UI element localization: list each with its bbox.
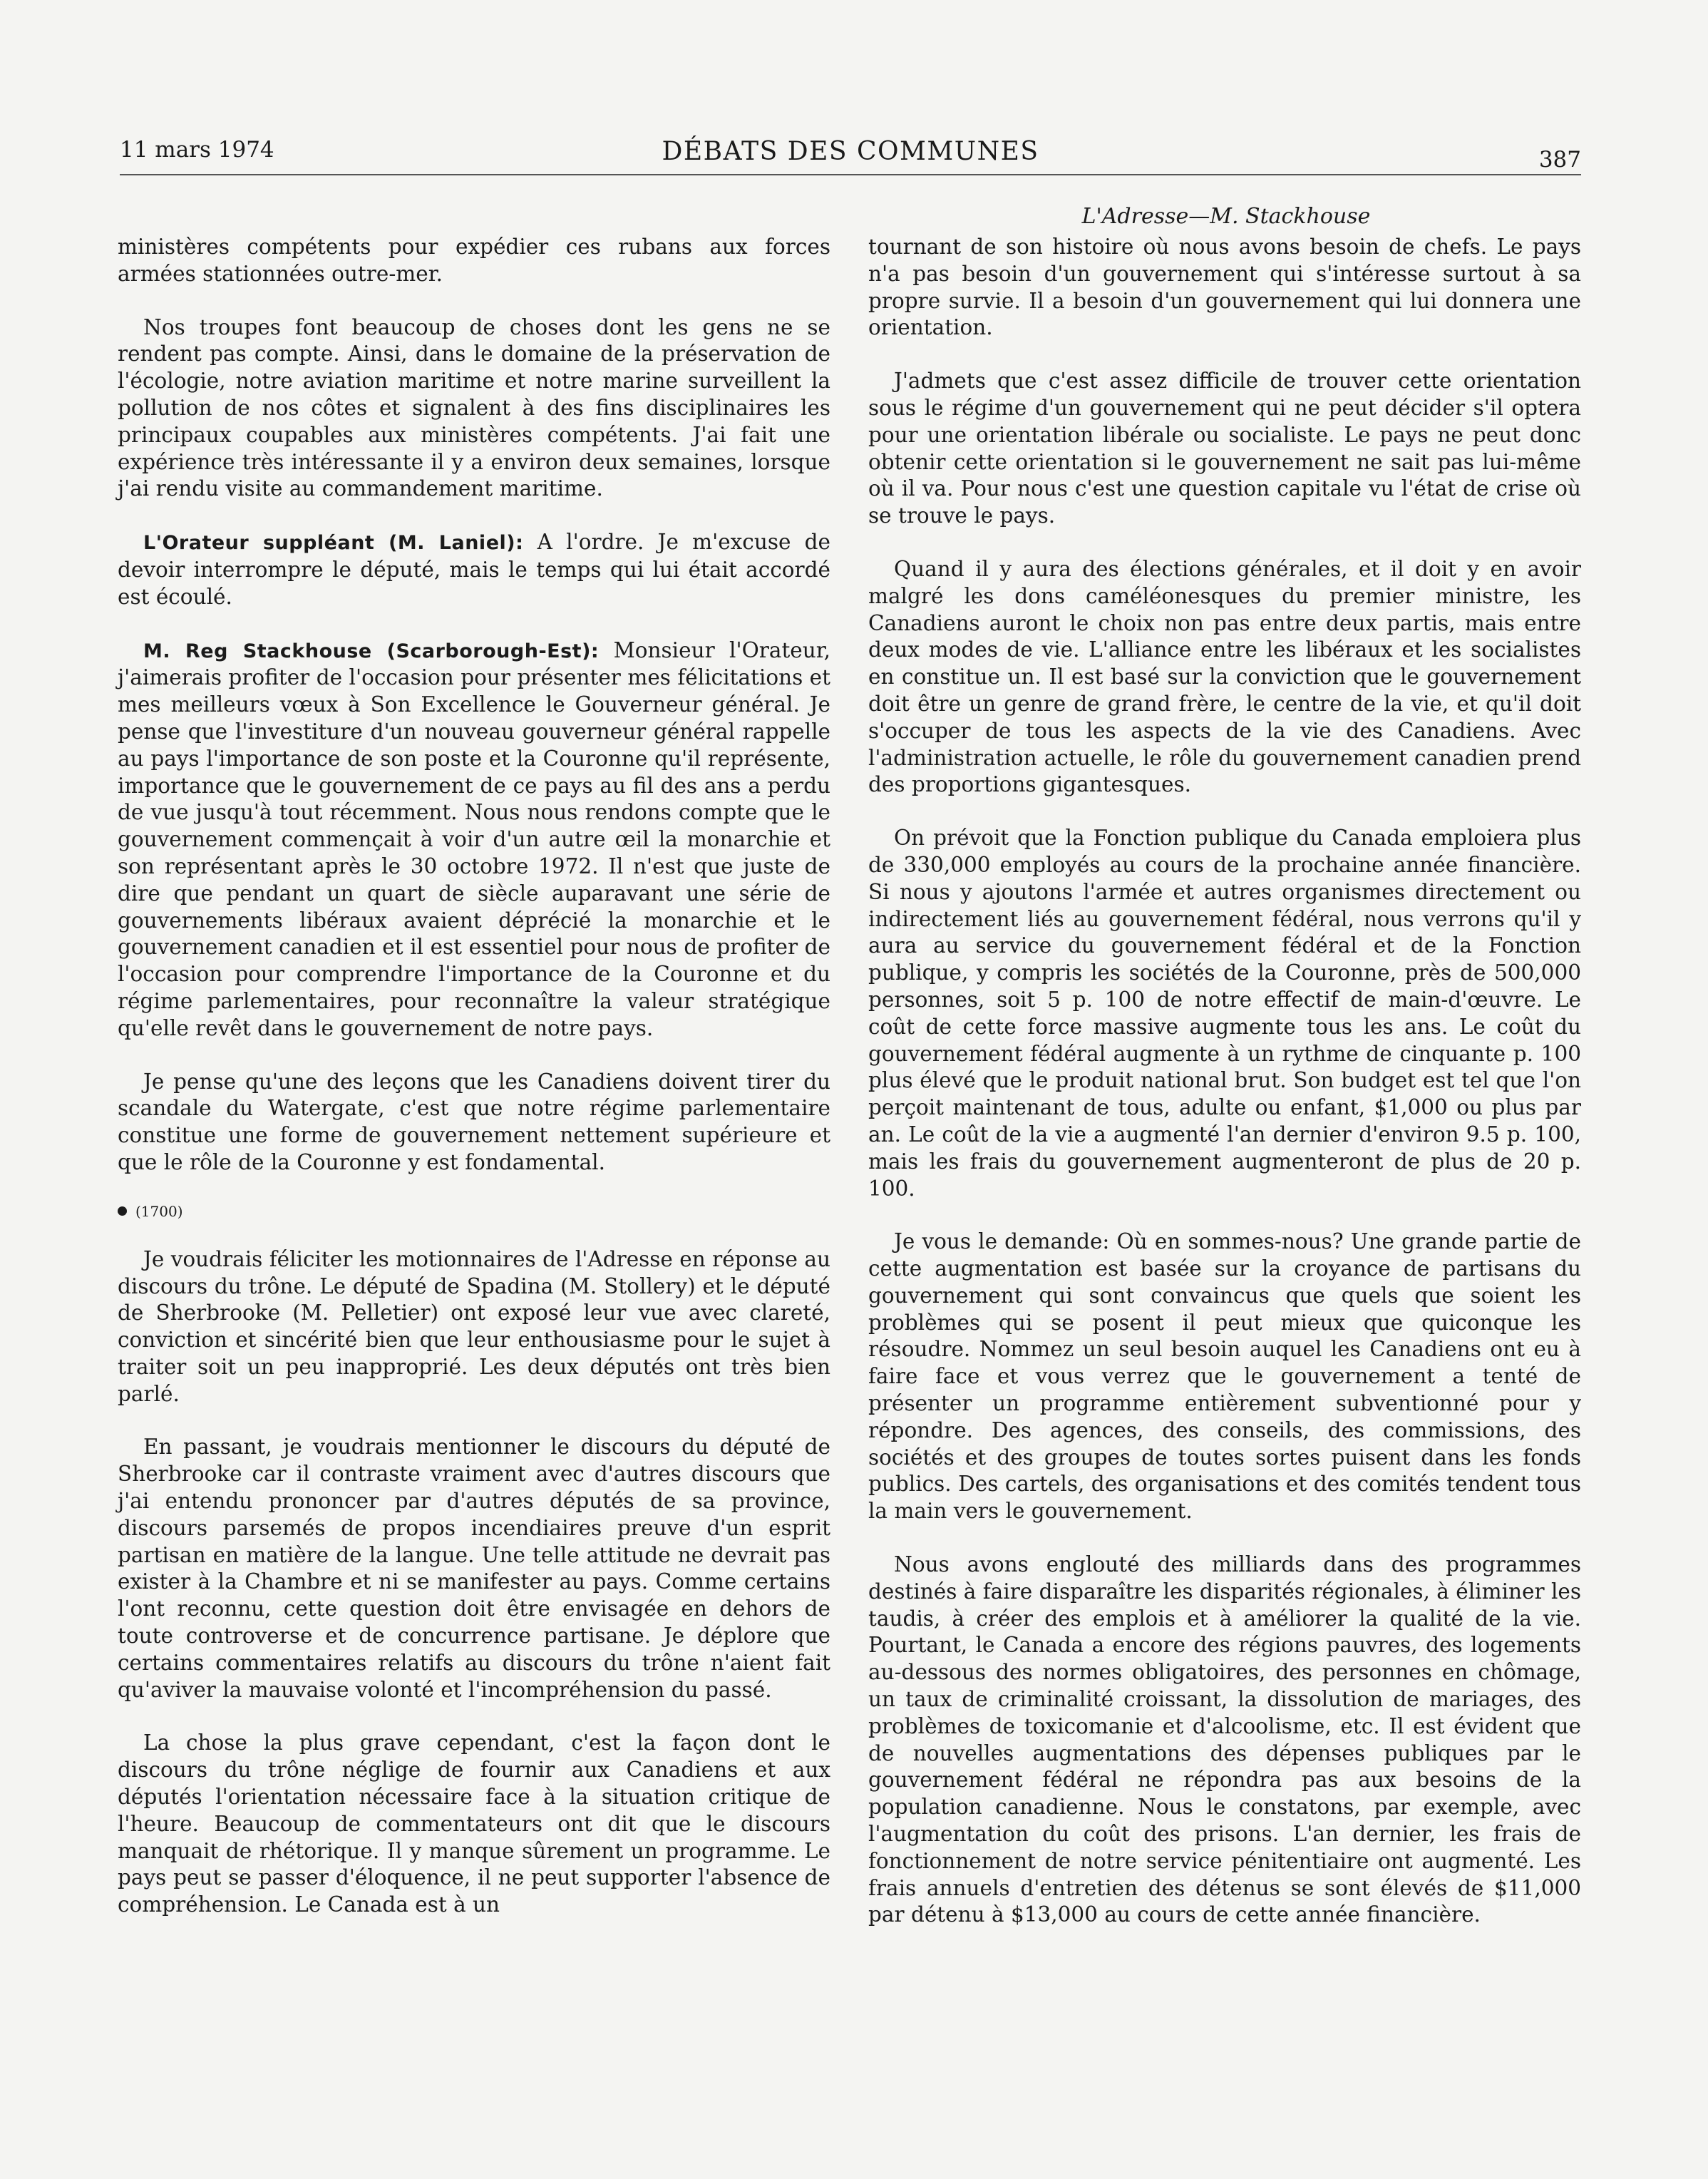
speech-text: Monsieur l'Orateur, j'aimerais profiter de l'occasion pour présenter mes félicitations et mes meilleurs vœux à Son Excellence le Gouverneur général. Je pense que l'investiture d'un nouveau gouverneur général rappelle au pays l'importance de son poste et la Couronne qu'il représente, importance que le gouvernement de ce pays au fil des ans a perdu de vue jusqu'à tout récemment. Nous nous rendons compte que le gouvernement commençait à voir d'un autre œil la monarchie et son représentant après le 30 octobre 1972. Il n'est que juste de dire que pendant un quart de siècle auparavant une série de gouvernements libéraux avaient déprécié la monarchie et le gouvernement canadien et il est essentiel pour nous de profiter de l'occasion pour comprendre l'importance de la Couronne et du régime parlementaires, pour reconnaître la valeur stratégique qu'elle revêt dans le gouvernement de notre pays. [118,637,831,1040]
page-header [120,137,1581,175]
right-column [868,234,1581,1955]
paragraph: Je pense qu'une des leçons que les Canadiens doivent tirer du scandale du Watergate, c'est que notre régime parlementaire constitue une forme de gouvernement nettement supérieure et que le rôle de la Couronne y est fondamental. [118,1069,830,1174]
paragraph: Nos troupes font beaucoup de choses dont les gens ne se rendent pas compte. Ainsi, dans le domaine de la préservation de l'écologie, notre aviation maritime et notre marine surveillent la pollution de nos côtes et signalent à des fins disciplinaires les principaux coupables aux ministères compétents. J'ai fait une expérience très intéressante il y a environ deux semaines, lorsque j'ai rendu visite au commandement maritime. [118,314,830,501]
bullet-icon [118,1206,127,1216]
running-head: L'Adresse—M. Stackhouse [1081,204,1371,229]
speaker-name: M. Reg Stackhouse (Scarborough-Est): [143,640,600,662]
speech-paragraph [118,637,830,1042]
speech-paragraph [118,529,830,610]
left-column [118,234,830,1945]
speech-text: A l'ordre. Je m'excuse de devoir interrompre le député, mais le temps qui lui était accordé est écoulé. [118,530,830,609]
header-date: 11 mars 1974 [120,137,274,163]
paragraph: J'admets que c'est assez difficile de trouver cette orientation sous le régime d'un gouvernement qui ne peut décider s'il optera pour une orientation libérale ou socialiste. Le pays ne peut donc obtenir cette orientation si le gouvernement ne sait pas lui-même où il va. Pour nous c'est une question capitale vu l'état de crise où se trouve le pays. [868,369,1581,528]
paragraph: En passant, je voudrais mentionner le discours du député de Sherbrooke car il contraste vraiment avec d'autres discours que j'ai entendu prononcer par d'autres députés de sa province, discours parsemés de propos incendiaires preuve d'un esprit partisan en matière de la langue. Une telle attitude ne devrait pas exister à la Chambre et ni se manifester au pays. Comme certains l'ont reconnu, cette question doit être envisagée en dehors de toute controverse et de concurrence partisane. Je déplore que certains commentaires relatifs au discours du trône n'aient fait qu'aviver la mauvaise volonté et l'incompréhension du passé. [118,1435,830,1702]
paragraph: Nous avons englouté des milliards dans des programmes destinés à faire disparaître les disparités régionales, à éliminer les taudis, à créer des emplois et à améliorer la qualité de la vie. Pourtant, le Canada a encore des régions pauvres, des logements au-dessous des normes obligatoires, des personnes en chômage, un taux de criminalité croissant, la dissolution de mariages, des problèmes de toxicomanie et d'alcoolisme, etc. Il est évident que de nouvelles augmentations des dépenses publiques par le gouvernement fédéral ne répondra pas aux besoins de la population canadienne. Nous le constatons, par exemple, avec l'augmentation du coût des prisons. L'an dernier, les frais de fonctionnement de notre service pénitentiaire ont augmenté. Les frais annuels d'entretien des détenus se sont élevés de $11,000 par détenu à $13,000 au cours de cette année financière. [868,1552,1581,1927]
paragraph: La chose la plus grave cependant, c'est la façon dont le discours du trône néglige de fournir aux Canadiens et aux députés l'orientation nécessaire face à la situation critique de l'heure. Beaucoup de commentateurs ont dit que le discours manquait de rhétorique. Il y manque sûrement un programme. Le pays peut se passer d'éloquence, il ne peut supporter l'absence de compréhension. Le Canada est à un [118,1731,830,1917]
paragraph: Quand il y aura des élections générales, et il doit y en avoir malgré les dons caméléonesques du premier ministre, les Canadiens auront le choix non pas entre deux partis, mais entre deux modes de vie. L'alliance entre les libéraux et les socialistes en constitue un. Il est basé sur la conviction que le gouvernement doit être un genre de grand frère, le centre de la vie, et qu'il doit s'occuper de tous les aspects de la vie des Canadiens. Avec l'administration actuelle, le rôle du gouvernement canadien prend des proportions gigantesques. [868,556,1581,797]
time-marker [118,1203,830,1220]
speaker-name: L'Orateur suppléant (M. Laniel): [143,532,524,555]
header-title: DÉBATS DES COMMUNES [662,137,1039,166]
paragraph: Je voudrais féliciter les motionnaires de l'Adresse en réponse au discours du trône. Le député de Spadina (M. Stollery) et le député de Sherbrooke (M. Pelletier) ont exposé leur vue avec clareté, conviction et sincérité bien que leur enthousiasme pour le sujet à traiter soit un peu inapproprié. Les deux députés ont très bien parlé. [118,1246,830,1406]
paragraph: tournant de son histoire où nous avons besoin de chefs. Le pays n'a pas besoin d'un gouvernement qui s'intéresse surtout à sa propre survie. Il a besoin d'un gouvernement qui lui donnera une orientation. [868,235,1581,340]
page-number: 387 [1538,147,1581,173]
time-label: (1700) [135,1202,183,1220]
paragraph: Je vous le demande: Où en sommes-nous? Une grande partie de cette augmentation est basée sur la croyance de partisans du gouvernement qui sont convaincus que quels que soient les problèmes qui se posent il peut mieux que quiconque les résoudre. Nommez un seul besoin auquel les Canadiens ont eu à faire face et vous verrez que le gouvernement a tenté de présenter un programme entièrement subventionné pour y répondre. Des agences, des conseils, des commissions, des sociétés et des groupes de toutes sortes puisent dans les fonds publics. Des cartels, des organisations et des comités tendent tous la main vers le gouvernement. [868,1229,1581,1524]
paragraph: ministères compétents pour expédier ces rubans aux forces armées stationnées outre-mer. [118,235,830,286]
paragraph: On prévoit que la Fonction publique du Canada emploiera plus de 330,000 employés au cours de la prochaine année financière. Si nous y ajoutons l'armée et autres organismes directement ou indirectement liés au gouvernement fédéral, nous verrons qu'il y aura au service du gouvernement fédéral et de la Fonction publique, y compris les sociétés de la Couronne, près de 500,000 personnes, soit 5 p. 100 de notre effectif de main-d'œuvre. Le coût de cette force massive augmente tous les ans. Le coût du gouvernement fédéral augmente à un rythme de cinquante p. 100 plus élevé que le produit national brut. Son budget est tel que l'on perçoit maintenant de tous, adulte ou enfant, $1,000 ou plus par an. Le coût de la vie a augmenté l'an dernier d'environ 9.5 p. 100, mais les frais du gouvernement augmenteront de plus de 20 p. 100. [868,826,1581,1201]
